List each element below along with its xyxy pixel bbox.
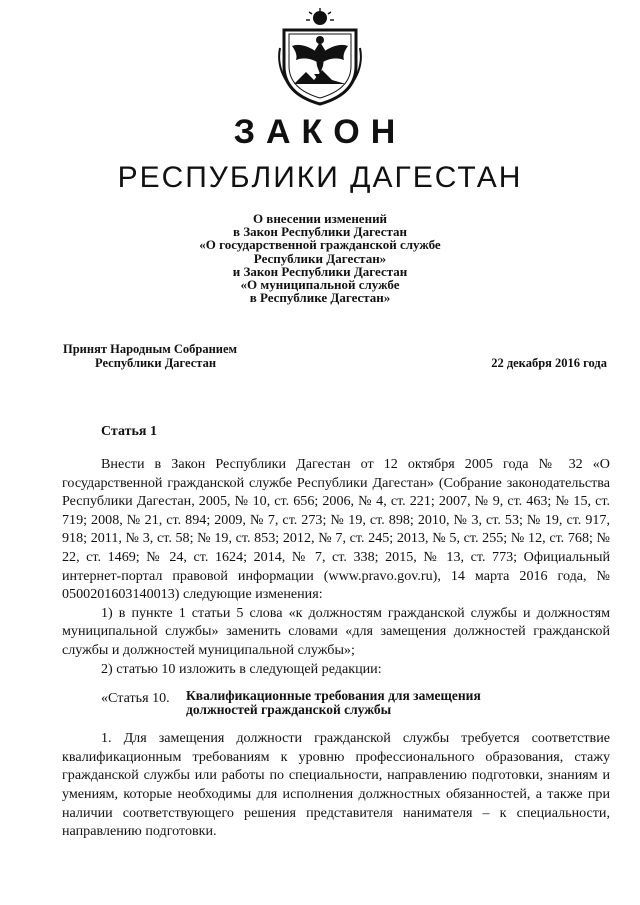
article10-title <box>186 689 481 717</box>
subject-line: в Республике Дагестан» <box>249 290 391 306</box>
article-heading: Статья 1 <box>101 424 157 439</box>
adoption-date: 22 декабря 2016 года <box>491 356 607 370</box>
coat-of-arms-icon <box>276 8 364 106</box>
document-subtitle: РЕСПУБЛИКИ ДАГЕСТАН <box>117 161 523 194</box>
article10-label: «Статья 10. <box>101 690 170 707</box>
subject-line: в Закон Республики Дагестан <box>232 224 408 240</box>
body-paragraph: 2) статью 10 изложить в следующей редакции: <box>101 660 382 677</box>
body-paragraph: 1. Для замещения должности гражданской службы требуется соответствие квалификационным требованиям к уровню профессионального образования, стажу гражданской службы или работы по специальности, направлению подготовки, знаниям и умениям, которые необходимы для исполнения должностных обязанностей, а также при наличии соответствующего решения представителя нанимателя – к специальности, направлению подготовки. <box>62 730 610 840</box>
adoption-authority <box>63 342 237 370</box>
subject-line: О внесении изменений <box>252 211 388 226</box>
subject-line: Республики Дагестан» <box>253 250 387 266</box>
adoption-line: Республики Дагестан <box>95 356 217 370</box>
article10-title-line: Квалификационные требования для замещения <box>186 688 481 704</box>
law-subject <box>0 212 640 304</box>
body-paragraph: Внести в Закон Республики Дагестан от 12 октября 2005 года № 32 «О государственной гражданской службе Республики Дагестан» (Собрание законодательства Республики Дагестан, 2005, № 10, ст. 656; 2006, № 4, ст. 221; 2007, № 9, ст. 463; № 15, ст. 719; 2008, № 21, ст. 894; 2009, № 7, ст. 273; № 19, ст. 898; 2010, № 3, ст. 53; № 19, ст. 917, 918; 2011, № 3, ст. 58; № 19, ст. 853; 2012, № 7, ст. 245; 2013, № 5, ст. 255; № 12, ст. 768; № 22, ст. 1469; № 24, ст. 1624; 2014, № 7, ст. 338; 2015, № 13, ст. 773; Официальный интернет-портал правовой информации (www.pravo.gov.ru), 14 марта 2016 года, № 0500201603140013) следующие изменения: <box>62 456 610 603</box>
document-title: ЗАКОН <box>233 113 407 151</box>
subject-line: «О государственной гражданской службе <box>199 237 441 253</box>
article10-header <box>62 689 610 717</box>
subject-line: и Закон Республики Дагестан <box>232 263 408 279</box>
subject-line: «О муниципальной службе <box>240 277 400 293</box>
document-body <box>62 455 610 841</box>
body-paragraph: 1) в пункте 1 статьи 5 слова «к должностям гражданской службы и должностям муниципальной службы» заменить словами «для замещения должностей гражданской службы и должностей муниципальной службы»; <box>62 604 610 658</box>
article10-title-line: должностей гражданской службы <box>186 702 392 718</box>
adoption-line: Принят Народным Собранием <box>63 342 238 356</box>
